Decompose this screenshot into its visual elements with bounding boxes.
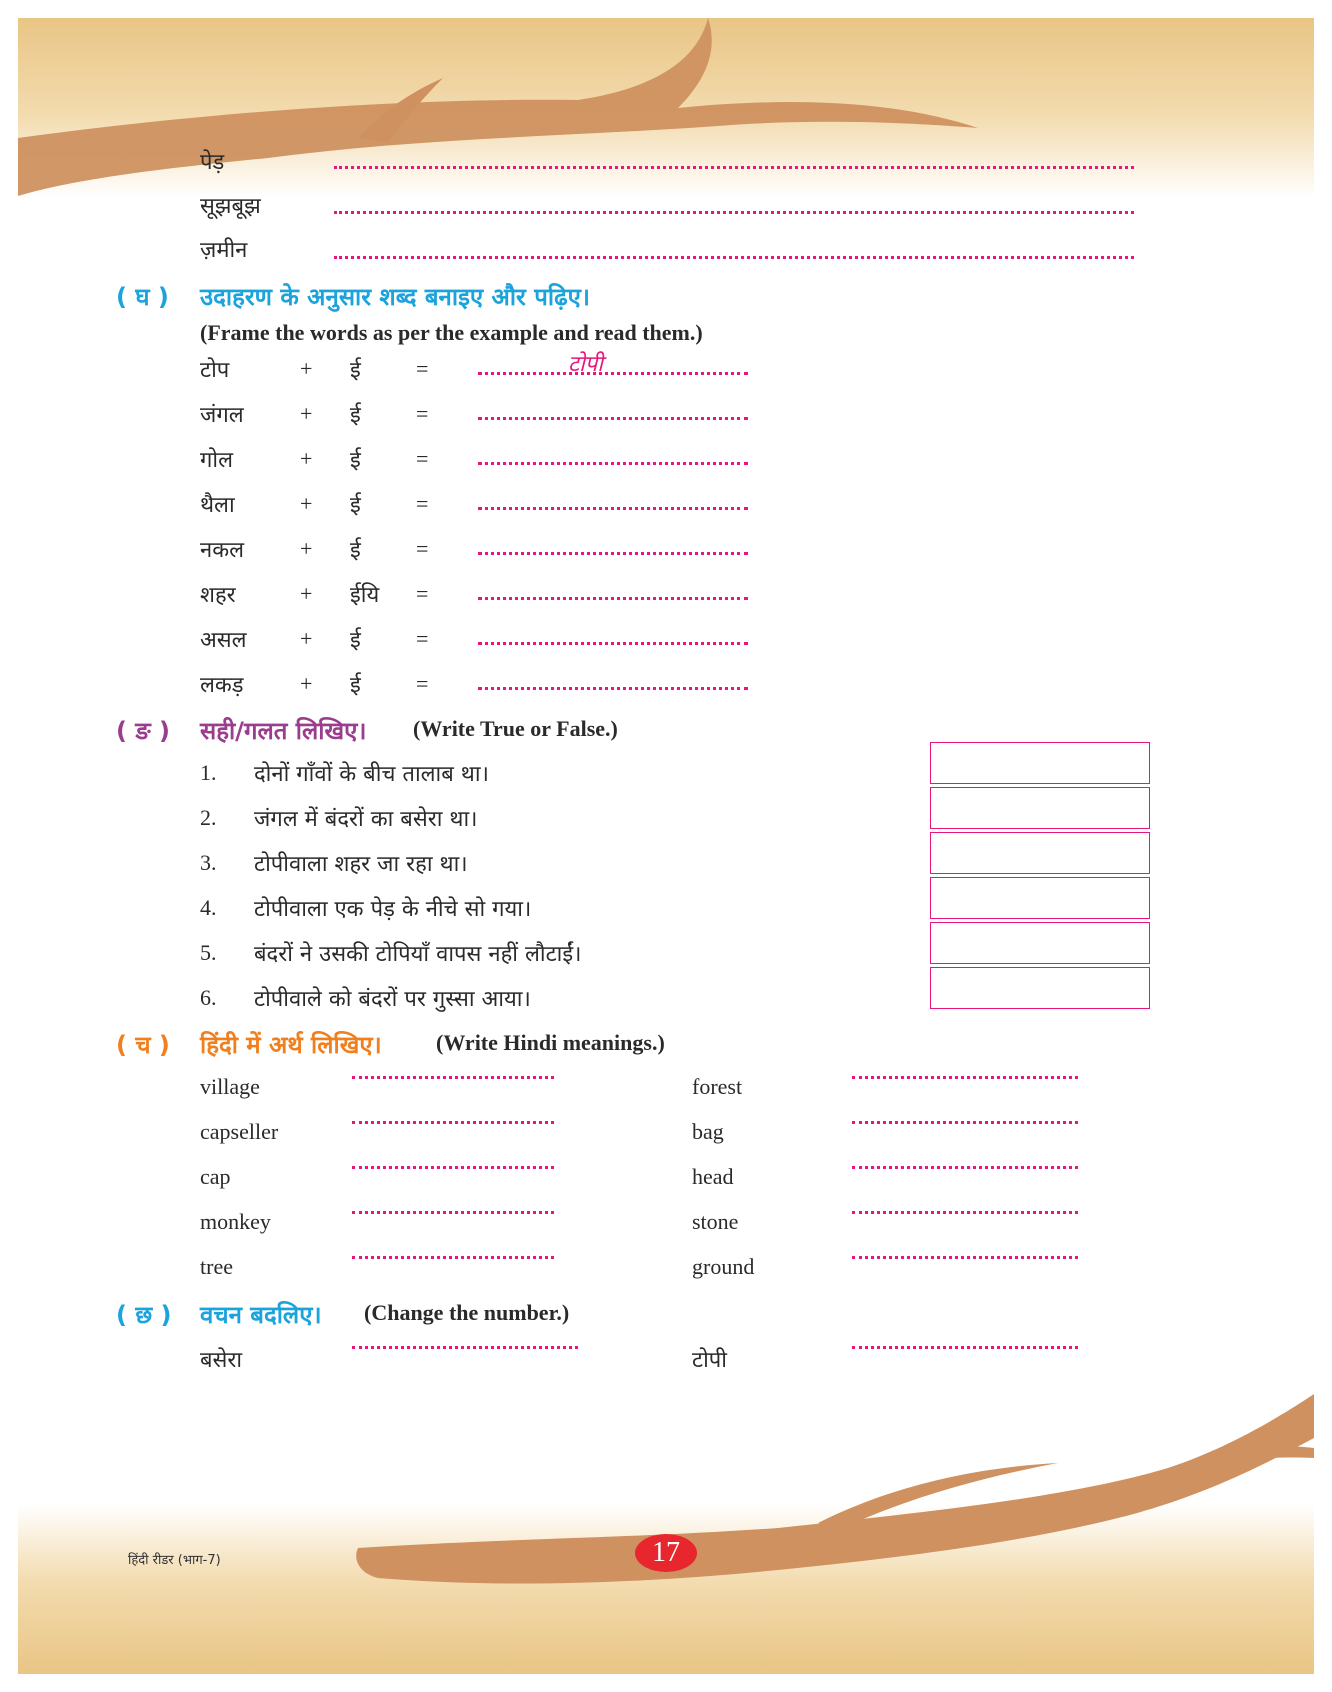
singular-word: टोपी bbox=[692, 1348, 727, 1373]
statement: टोपीवाला एक पेड़ के नीचे सो गया। bbox=[254, 897, 532, 922]
item-number: 6. bbox=[200, 985, 217, 1010]
true-false-answer-box[interactable] bbox=[930, 742, 1150, 784]
statement: टोपीवाला शहर जा रहा था। bbox=[254, 852, 468, 877]
page-number-badge: 17 bbox=[635, 1534, 697, 1572]
suffix: ई bbox=[350, 403, 361, 428]
answer-line[interactable] bbox=[852, 1121, 1078, 1124]
suffix: ई bbox=[350, 493, 361, 518]
suffix: ई bbox=[350, 358, 361, 383]
plus-sign: + bbox=[300, 536, 313, 561]
section-gh-subtitle: (Frame the words as per the example and read them.) bbox=[200, 320, 703, 345]
answer-line[interactable] bbox=[334, 256, 1134, 259]
base-word: असल bbox=[200, 628, 247, 653]
answer-line[interactable] bbox=[478, 597, 748, 600]
base-word: नकल bbox=[200, 538, 245, 563]
equals-sign: = bbox=[416, 581, 429, 606]
base-word: लकड़ bbox=[200, 673, 244, 698]
equals-sign: = bbox=[416, 671, 429, 696]
true-false-answer-box[interactable] bbox=[930, 787, 1150, 829]
section-ng-letter: ( ङ ) bbox=[116, 717, 170, 745]
plus-sign: + bbox=[300, 626, 313, 651]
english-word: village bbox=[200, 1074, 260, 1099]
top-word-2: सूझबूझ bbox=[200, 194, 261, 219]
answer-line[interactable] bbox=[478, 642, 748, 645]
answer-line[interactable] bbox=[852, 1076, 1078, 1079]
answer-line[interactable] bbox=[478, 372, 748, 375]
answer-line[interactable] bbox=[852, 1346, 1078, 1349]
english-word: tree bbox=[200, 1254, 233, 1279]
item-number: 4. bbox=[200, 895, 217, 920]
suffix: ई bbox=[350, 448, 361, 473]
statement: जंगल में बंदरों का बसेरा था। bbox=[254, 807, 478, 832]
section-chh-subtitle: (Change the number.) bbox=[364, 1300, 570, 1325]
plus-sign: + bbox=[300, 401, 313, 426]
english-word: cap bbox=[200, 1164, 231, 1189]
singular-word: बसेरा bbox=[200, 1348, 243, 1373]
equals-sign: = bbox=[416, 401, 429, 426]
statement: दोनों गाँवों के बीच तालाब था। bbox=[254, 762, 489, 787]
base-word: जंगल bbox=[200, 403, 244, 428]
section-ng-title: सही/गलत लिखिए। bbox=[200, 717, 367, 745]
answer-line[interactable] bbox=[478, 462, 748, 465]
equals-sign: = bbox=[416, 626, 429, 651]
section-ch-title: हिंदी में अर्थ लिखिए। bbox=[200, 1031, 382, 1059]
answer-line[interactable] bbox=[352, 1121, 554, 1124]
plus-sign: + bbox=[300, 491, 313, 516]
answer-line[interactable] bbox=[852, 1256, 1078, 1259]
answer-line[interactable] bbox=[352, 1211, 554, 1214]
section-ng-subtitle: (Write True or False.) bbox=[413, 716, 618, 741]
answer-line[interactable] bbox=[478, 507, 748, 510]
answer-line[interactable] bbox=[334, 166, 1134, 169]
english-word: ground bbox=[692, 1254, 755, 1279]
answer-line[interactable] bbox=[478, 552, 748, 555]
answer-line[interactable] bbox=[852, 1211, 1078, 1214]
equals-sign: = bbox=[416, 356, 429, 381]
base-word: टोप bbox=[200, 358, 230, 383]
english-word: monkey bbox=[200, 1209, 271, 1234]
suffix: ई bbox=[350, 628, 361, 653]
section-gh-letter: ( घ ) bbox=[116, 283, 169, 311]
worksheet-page bbox=[18, 18, 1314, 1674]
item-number: 5. bbox=[200, 940, 217, 965]
plus-sign: + bbox=[300, 671, 313, 696]
section-ch-letter: ( च ) bbox=[116, 1031, 170, 1059]
true-false-answer-box[interactable] bbox=[930, 922, 1150, 964]
answer-line[interactable] bbox=[478, 687, 748, 690]
english-word: forest bbox=[692, 1074, 743, 1099]
true-false-answer-box[interactable] bbox=[930, 832, 1150, 874]
answer-line[interactable] bbox=[352, 1166, 554, 1169]
equals-sign: = bbox=[416, 446, 429, 471]
section-ch-subtitle: (Write Hindi meanings.) bbox=[436, 1030, 665, 1055]
equals-sign: = bbox=[416, 536, 429, 561]
plus-sign: + bbox=[300, 446, 313, 471]
true-false-answer-box[interactable] bbox=[930, 877, 1150, 919]
item-number: 3. bbox=[200, 850, 217, 875]
true-false-answer-box[interactable] bbox=[930, 967, 1150, 1009]
english-word: bag bbox=[692, 1119, 724, 1144]
suffix: ईयि bbox=[350, 583, 380, 608]
base-word: गोल bbox=[200, 448, 234, 473]
base-word: थैला bbox=[200, 493, 235, 518]
top-word-3: ज़मीन bbox=[200, 238, 248, 263]
answer-line[interactable] bbox=[352, 1346, 578, 1349]
item-number: 1. bbox=[200, 760, 217, 785]
section-chh-title: वचन बदलिए। bbox=[200, 1301, 322, 1329]
english-word: head bbox=[692, 1164, 734, 1189]
base-word: शहर bbox=[200, 583, 236, 608]
book-title-footer: हिंदी रीडर (भाग-7) bbox=[128, 1553, 221, 1568]
answer-line[interactable] bbox=[334, 211, 1134, 214]
plus-sign: + bbox=[300, 356, 313, 381]
english-word: capseller bbox=[200, 1119, 279, 1144]
answer-line[interactable] bbox=[352, 1076, 554, 1079]
section-gh-title: उदाहरण के अनुसार शब्द बनाइए और पढ़िए। bbox=[200, 283, 590, 311]
answer-line[interactable] bbox=[478, 417, 748, 420]
answer-line[interactable] bbox=[852, 1166, 1078, 1169]
answer-line[interactable] bbox=[352, 1256, 554, 1259]
statement: बंदरों ने उसकी टोपियाँ वापस नहीं लौटाईं। bbox=[254, 942, 582, 967]
english-word: stone bbox=[692, 1209, 739, 1234]
plus-sign: + bbox=[300, 581, 313, 606]
statement: टोपीवाले को बंदरों पर गुस्सा आया। bbox=[254, 987, 531, 1012]
top-word-1: पेड़ bbox=[200, 150, 225, 175]
suffix: ई bbox=[350, 673, 361, 698]
item-number: 2. bbox=[200, 805, 217, 830]
suffix: ई bbox=[350, 538, 361, 563]
example-answer: टोपी bbox=[568, 352, 603, 377]
equals-sign: = bbox=[416, 491, 429, 516]
section-chh-letter: ( छ ) bbox=[116, 1301, 172, 1329]
